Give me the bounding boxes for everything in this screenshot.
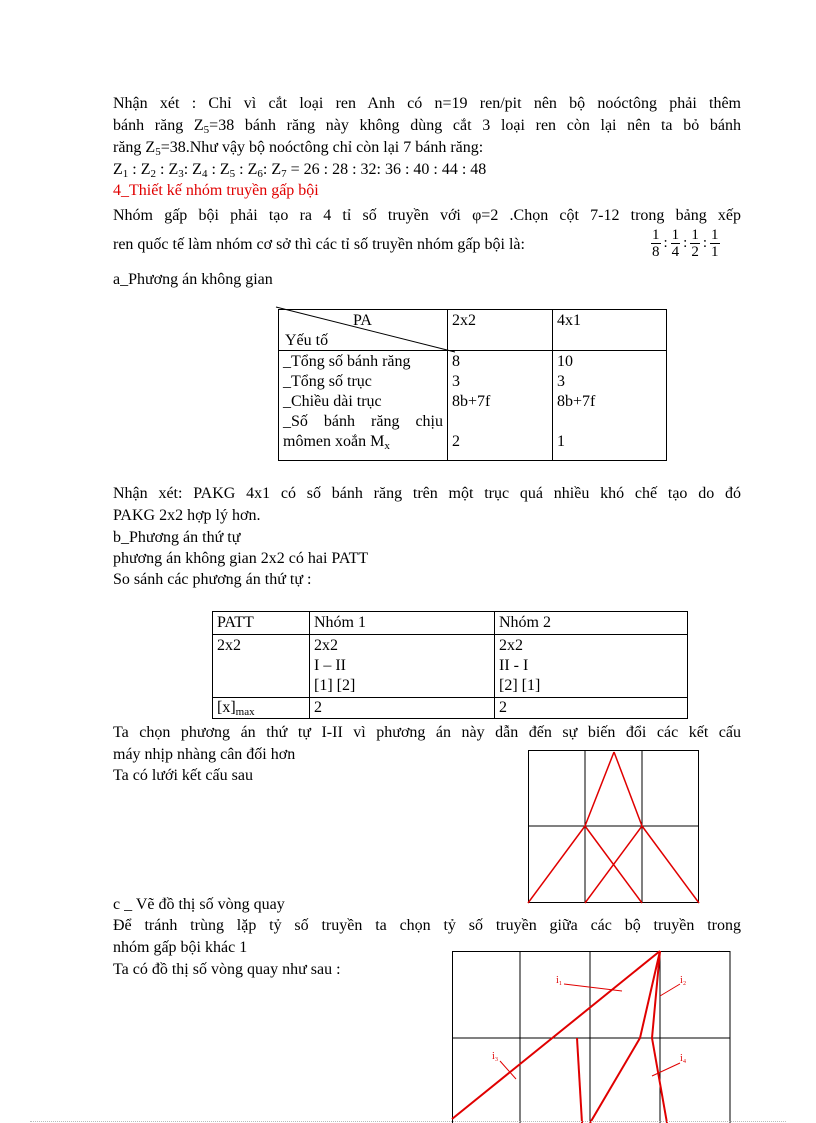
fraction-colon: :: [683, 235, 688, 251]
fraction-den: 2: [691, 244, 699, 260]
header-patt: PATT: [213, 612, 310, 635]
gear-sub3: 3: [178, 168, 184, 180]
label-i2: i₂: [680, 975, 687, 986]
para2-line1: Nhóm gấp bội phải tạo ra 4 tỉ số truyền với φ=2 .Chọn cột 7-12 trong bảng xếp: [113, 207, 741, 224]
lattice-grid: [528, 750, 699, 903]
col-2x2-values: [448, 351, 553, 461]
gear-values: = 26 : 28 : 32: 36 : 40 : 44 : 48: [286, 161, 487, 178]
table-row: [213, 635, 688, 698]
cell-value: 2: [452, 433, 460, 450]
table-space-options: [278, 309, 667, 461]
cell-value: II - I: [499, 657, 529, 674]
cell-value: 8: [452, 353, 460, 370]
corner-label-yeu-to: Yếu tố: [285, 332, 329, 349]
structure-lattice-diagram: [528, 750, 700, 904]
fraction-1-2: [690, 227, 700, 260]
speed-graph-grid: [452, 951, 730, 1123]
col-4x1-values: [553, 351, 667, 461]
gear-ratio-line: [113, 160, 486, 180]
xmax-label: [x]: [217, 699, 236, 716]
choose-line1: Ta chọn phương án thứ tự I-II vì phương án này dẫn đến sự biến đổi các kết cấu: [113, 724, 741, 741]
group1-cell: [310, 635, 495, 698]
fraction-1-8: [651, 227, 661, 260]
table-header-row: [213, 612, 688, 635]
speed-graph-diagram: [452, 951, 732, 1123]
para3-line2: nhóm gấp bội khác 1: [113, 939, 248, 956]
fraction-den: 4: [671, 244, 680, 260]
gear-sub2: 2: [150, 168, 156, 180]
page-bottom-rule: [30, 1121, 786, 1122]
remark2-line1: Nhận xét: PAKG 4x1 có số bánh răng trên một trục quá nhiều khó chế tạo do đó: [113, 485, 741, 502]
cell-value: 2x2: [499, 637, 523, 654]
gear-sub4: 4: [201, 168, 208, 180]
table-row: [279, 351, 667, 461]
para1-line2: [113, 116, 741, 136]
cell-value: 3: [557, 373, 565, 390]
para1-line2-b: =38 bánh răng này không dùng cắt 3 loại ren còn lại nên ta bỏ bánh: [209, 117, 741, 134]
fraction-num: 1: [691, 227, 699, 243]
gear-sep1: : Z: [128, 161, 151, 178]
row-labels-cell: [279, 351, 448, 461]
row-label: _Tổng số bánh răng: [283, 353, 411, 370]
row-label-last: _Số bánh răng chịu: [283, 413, 443, 430]
gear-sub6: 6: [257, 168, 263, 180]
fraction-1-1: [710, 227, 720, 260]
para1-line3-sub: 5: [155, 146, 161, 158]
gear-sep4: : Z: [207, 161, 230, 178]
choose-line2: máy nhịp nhàng cân đối hơn: [113, 746, 296, 763]
row-label-2x2: 2x2: [213, 635, 310, 698]
para2-line2: ren quốc tế làm nhóm cơ sở thì các tỉ số truyền nhóm gấp bội là:: [113, 236, 525, 253]
cell-value: 10: [557, 353, 573, 370]
subsection-a: a_Phương án không gian: [113, 271, 273, 288]
group2-cell: [495, 635, 688, 698]
lattice-intro: Ta có lưới kết cấu sau: [113, 767, 253, 784]
fraction-num: 1: [711, 227, 719, 243]
para1-line3-b: =38.Như vậy bộ noóctông chỉ còn lại 7 bánh răng:: [160, 139, 484, 156]
subsection-b: b_Phương án thứ tự: [113, 529, 241, 546]
fraction-1-4: [671, 227, 681, 260]
gear-sep6: : Z: [262, 161, 282, 178]
gear-sep5: : Z: [235, 161, 258, 178]
row-label-last-2: [283, 432, 443, 460]
fraction-den: 8: [652, 244, 660, 260]
cell-value: 1: [557, 433, 565, 450]
table-header-row: [279, 310, 667, 351]
xmax-sub: max: [235, 706, 255, 718]
cell-value: 2: [495, 698, 688, 719]
remark2-line2: PAKG 2x2 hợp lý hơn.: [113, 507, 261, 524]
row-label: _Chiều dài trục: [283, 393, 382, 410]
cell-value: 2: [310, 698, 495, 719]
subsection-c: c _ Vẽ đồ thị số vòng quay: [113, 896, 285, 913]
table-corner-cell: [279, 310, 448, 351]
fraction-den: 1: [711, 244, 719, 260]
gear-sep3: : Z: [183, 161, 202, 178]
label-i4: i₄: [680, 1053, 687, 1064]
section4-heading: 4_Thiết kế nhóm truyền gấp bội: [113, 182, 319, 199]
gear-sub1: 1: [122, 168, 129, 180]
cell-value: 8b+7f: [557, 393, 596, 410]
graph-intro: Ta có đồ thị số vòng quay như sau :: [113, 961, 341, 978]
para1-line3-a: răng Z: [113, 139, 156, 156]
cell-value: I – II: [314, 657, 346, 674]
header-4x1: 4x1: [553, 310, 667, 351]
cell-value: 8b+7f: [452, 393, 491, 410]
cell-value: [2] [1]: [499, 677, 541, 694]
gear-sub5: 5: [229, 168, 236, 180]
corner-label-pa: PA: [353, 312, 372, 329]
header-2x2: 2x2: [448, 310, 553, 351]
para3-line1: Để tránh trùng lặp tỷ số truyền ta chọn tỷ số truyền giữa các bộ truyền trong: [113, 917, 741, 934]
row-label-moment: mômen xoắn M: [283, 433, 385, 450]
row-label-xmax: [213, 698, 310, 719]
para1-line2-sub: 5: [203, 124, 210, 136]
table-order-options: [212, 611, 688, 719]
gear-sub7: 7: [281, 168, 287, 180]
para1-line3: [113, 138, 483, 158]
gear-sep2: : Z: [156, 161, 179, 178]
line-b1: phương án không gian 2x2 có hai PATT: [113, 550, 369, 567]
fraction-num: 1: [652, 227, 660, 243]
cell-value: 3: [452, 373, 460, 390]
ratio-fractions: [651, 227, 720, 260]
para1-line1: Nhận xét : Chỉ vì cắt loại ren Anh có n=19 ren/pit nên bộ noóctông phải thêm: [113, 95, 741, 112]
para1-line2-a: bánh răng Z: [113, 117, 204, 134]
fraction-colon: :: [702, 235, 708, 251]
cell-value: [1] [2]: [314, 677, 356, 694]
header-group1: Nhóm 1: [310, 612, 495, 635]
row-label-moment-sub: x: [384, 440, 390, 452]
label-i3: i₃: [492, 1051, 499, 1062]
cell-value: 2x2: [314, 637, 338, 654]
label-i1: i₁: [556, 975, 563, 986]
table-row: [213, 698, 688, 719]
fraction-colon: :: [663, 235, 668, 251]
line-b2: So sánh các phương án thứ tự :: [113, 571, 312, 588]
fraction-num: 1: [671, 227, 680, 243]
header-group2: Nhóm 2: [495, 612, 688, 635]
lattice-rays: [528, 752, 699, 903]
gear-z1: Z: [113, 161, 123, 178]
row-label: _Tổng số trục: [283, 373, 372, 390]
